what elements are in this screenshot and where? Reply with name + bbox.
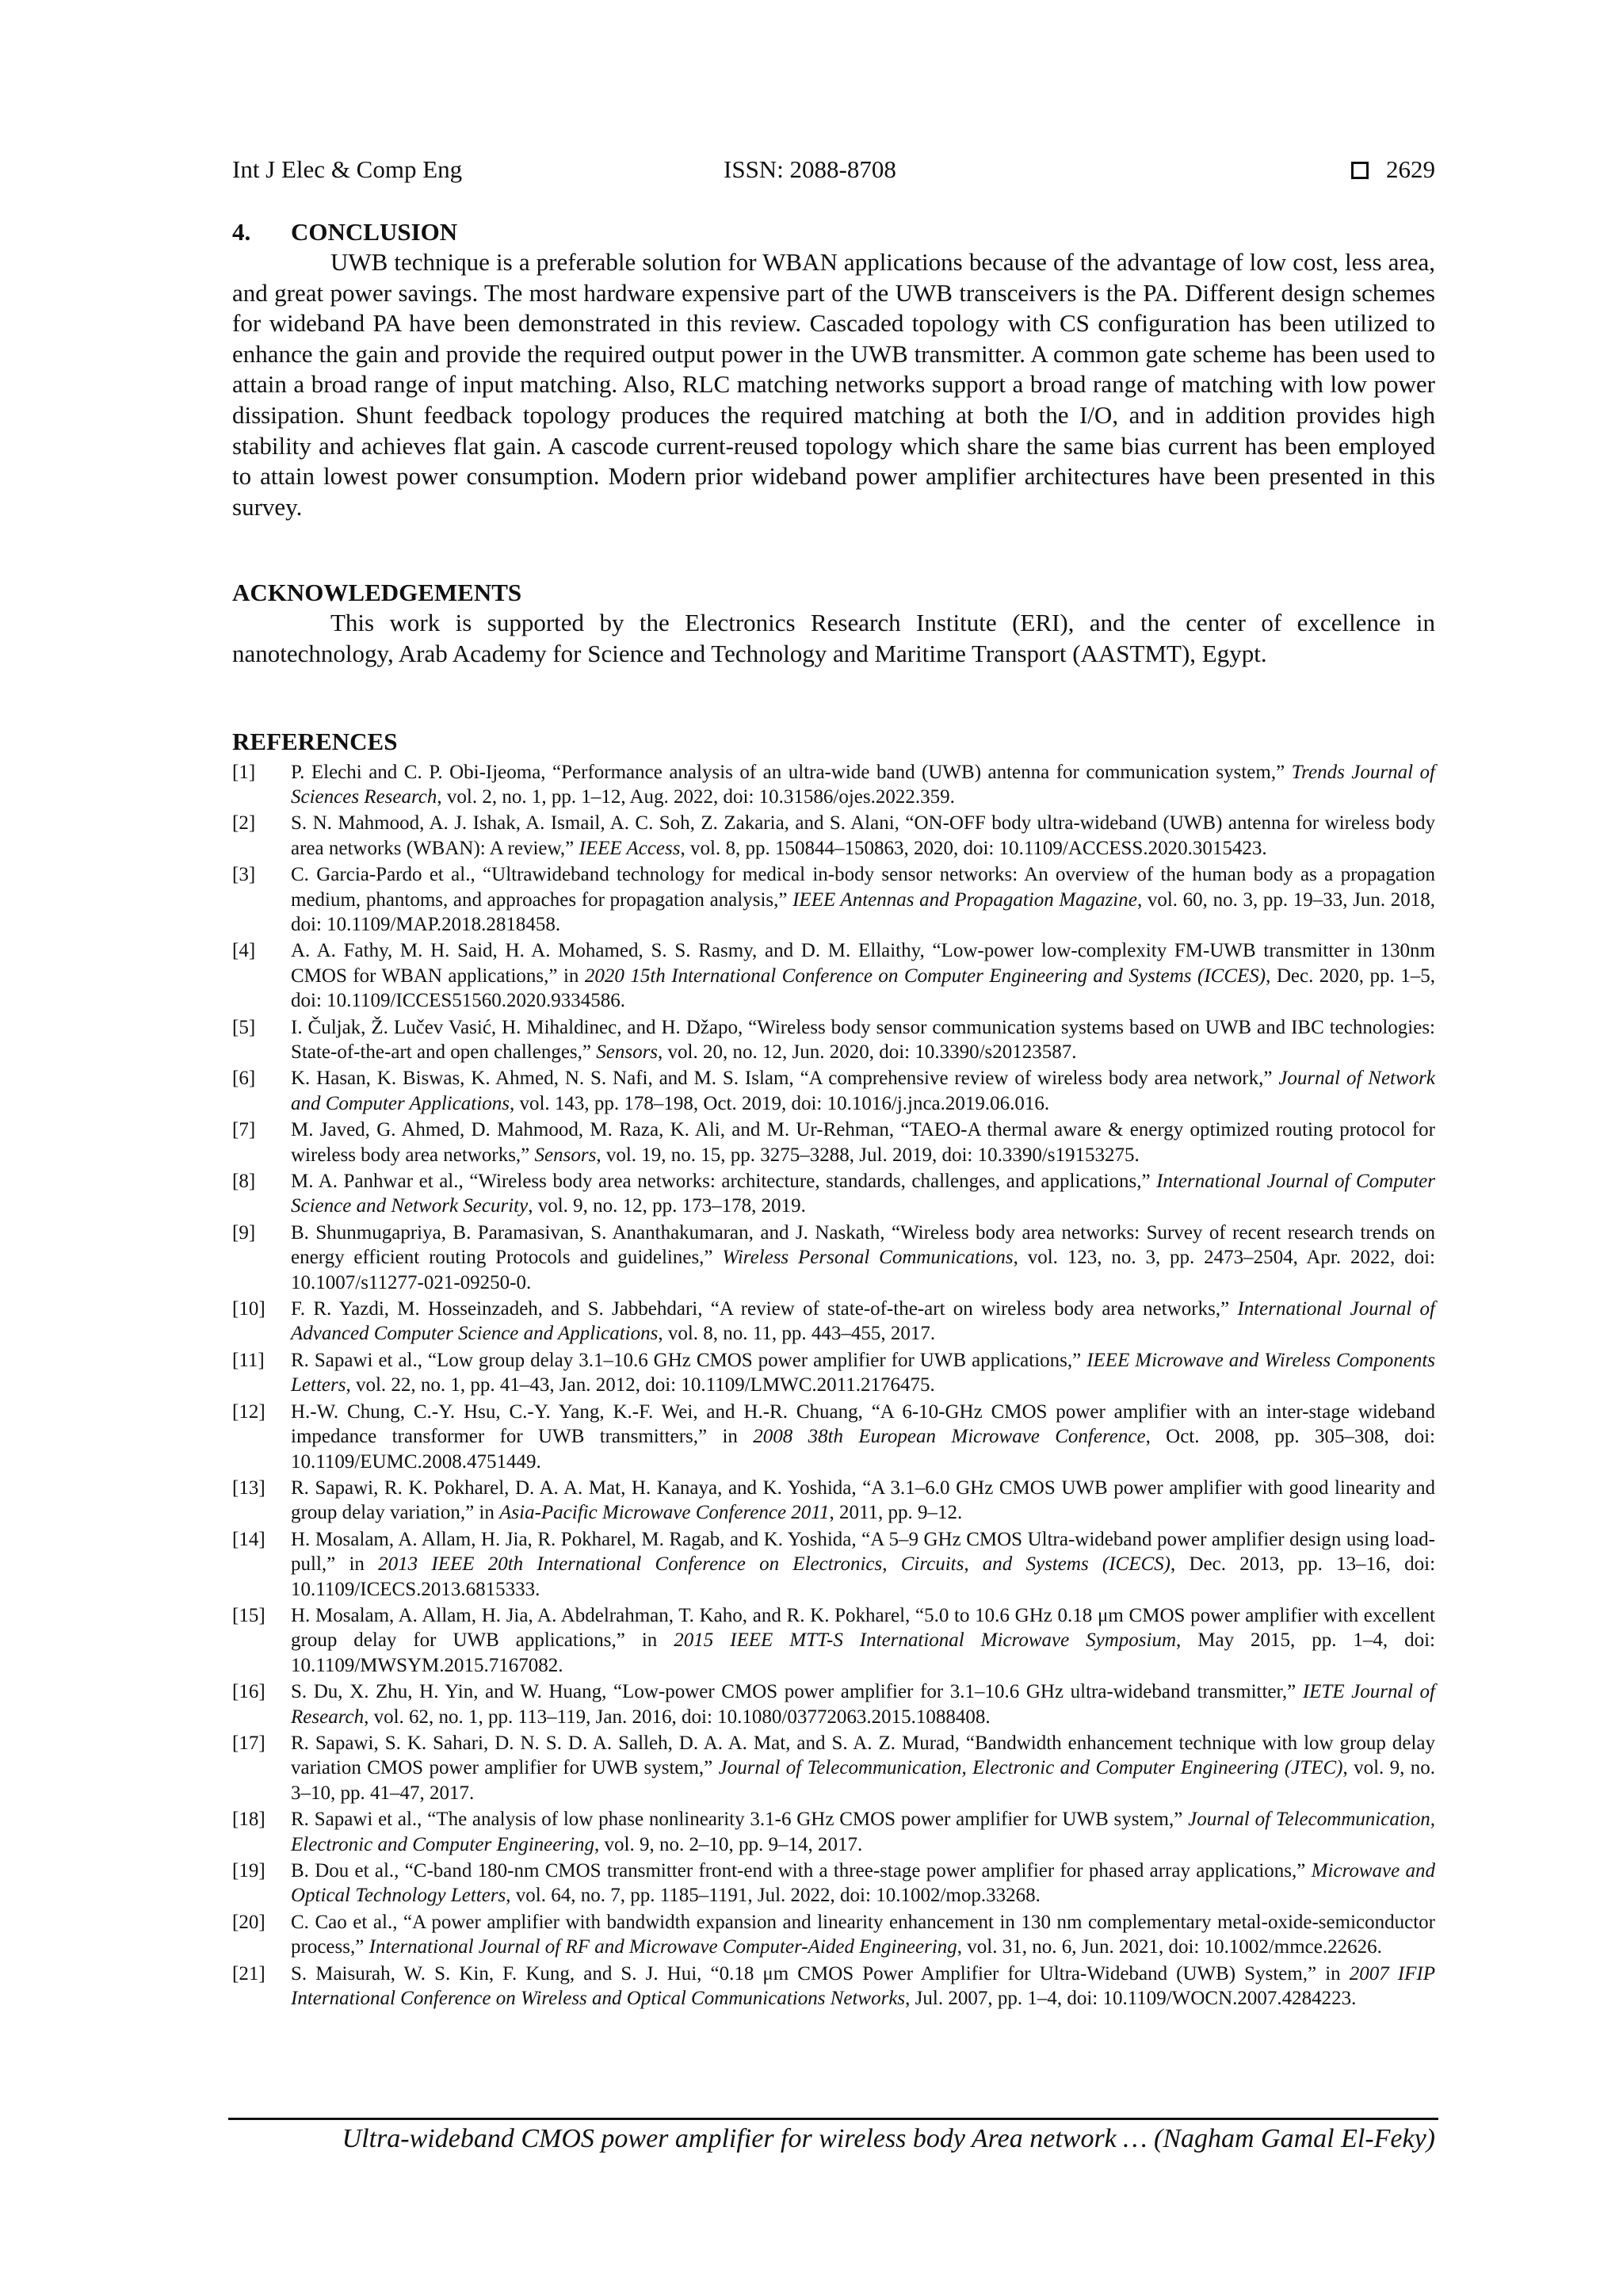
reference-venue: 2015 IEEE MTT-S International Microwave Symposium bbox=[674, 1629, 1177, 1652]
reference-details: , vol. 62, no. 1, pp. 113–119, Jan. 2016, doi: 10.1080/03772063.2015.1088408. bbox=[364, 1706, 991, 1728]
reference-item bbox=[232, 1962, 1435, 2011]
reference-label: [8] bbox=[232, 1171, 256, 1193]
reference-authors-title: S. Maisurah, W. S. Kin, F. Kung, and S. J. Hui, “0.18 μm CMOS Power Amplifier for Ultra-Wideband (UWB) System,” in bbox=[291, 1962, 1350, 1985]
reference-item bbox=[232, 1400, 1435, 1474]
section-number: 4. bbox=[232, 218, 251, 246]
conclusion-paragraph: UWB technique is a preferable solution for WBAN applications because of the advantage of low cost, less area, and great power savings. The most hardware expensive part of the UWB transceivers is the PA. Different design schemes for wideband PA have been demonstrated in this review. Cascaded topology with CS configuration has been utilized to enhance the gain and provide the required output power in the UWB transmitter. A common gate scheme has been used to attain a broad range of input matching. Also, RLC matching networks support a broad range of matching with low power dissipation. Shunt feedback topology produces the required matching at both the I/O, and in addition provides high stability and achieves flat gain. A cascode current-reused topology which share the same bias current has been employed to attain lowest power consumption. Modern prior wideband power amplifier architectures have been presented in this survey. bbox=[232, 248, 1435, 521]
reference-label: [7] bbox=[232, 1119, 256, 1141]
section-title: CONCLUSION bbox=[291, 218, 458, 246]
reference-item bbox=[232, 1603, 1435, 1678]
running-header bbox=[232, 155, 1435, 190]
footer-divider bbox=[228, 2118, 1438, 2120]
reference-details: , Dec. 2020, pp. 1–5, doi: 10.1109/ICCES51560.2020.9334586. bbox=[291, 965, 1435, 1012]
reference-venue: Journal of Telecommunication, Electronic and Computer Engineering bbox=[291, 1809, 1435, 1855]
reference-label: [2] bbox=[232, 812, 256, 835]
reference-authors-title: I. Čuljak, Ž. Lučev Vasić, H. Mihaldinec, and H. Džapo, “Wireless body sensor communication systems based on UWB and IBC technologies: State-of-the-art and open challenges,” bbox=[291, 1016, 1435, 1063]
reference-authors-title: S. N. Mahmood, A. J. Ishak, A. Ismail, A. C. Soh, Z. Zakaria, and S. Alani, “ON-OFF body ultra-wideband (UWB) antenna for wireless body area networks (WBAN): A review,” bbox=[291, 812, 1435, 859]
reference-venue: International Journal of RF and Microwave Computer-Aided Engineering bbox=[369, 1936, 957, 1958]
reference-venue: 2007 IFIP International Conference on Wireless and Optical Communications Networks bbox=[291, 1962, 1435, 2010]
reference-details: , vol. 60, no. 3, pp. 19–33, Jun. 2018, doi: 10.1109/MAP.2018.2818458. bbox=[291, 888, 1435, 935]
reference-label: [19] bbox=[232, 1860, 265, 1881]
reference-authors-title: R. Sapawi, R. K. Pokharel, D. A. A. Mat, H. Kanaya, and K. Yoshida, “A 3.1–6.0 GHz CMOS UWB power amplifier with good linearity and group delay variation,” in bbox=[291, 1477, 1435, 1524]
reference-venue: IEEE Antennas and Propagation Magazine bbox=[792, 888, 1137, 911]
reference-authors-title: R. Sapawi et al., “The analysis of low phase nonlinearity 3.1-6 GHz CMOS power amplifier for UWB system,” bbox=[291, 1809, 1189, 1831]
reference-details: , Jul. 2007, pp. 1–4, doi: 10.1109/WOCN.2007.4284223. bbox=[905, 1988, 1357, 2010]
reference-venue: IETE Journal of Research bbox=[291, 1681, 1435, 1728]
reference-authors-title: F. R. Yazdi, M. Hosseinzadeh, and S. Jabbehdari, “A review of state-of-the-art on wireless body area networks,” bbox=[291, 1298, 1238, 1320]
reference-label: [5] bbox=[232, 1016, 256, 1038]
reference-details: , vol. 143, pp. 178–198, Oct. 2019, doi: 10.1016/j.jnca.2019.06.016. bbox=[509, 1092, 1050, 1114]
reference-list bbox=[232, 760, 1435, 2011]
reference-item bbox=[232, 1297, 1435, 1347]
reference-venue: Microwave and Optical Technology Letters bbox=[291, 1860, 1435, 1907]
reference-venue: Sensors bbox=[534, 1144, 597, 1166]
page-number: 2629 bbox=[1386, 155, 1435, 183]
reference-venue: Wireless Personal Communications bbox=[722, 1247, 1014, 1269]
reference-details: , vol. 19, no. 15, pp. 3275–3288, Jul. 2019, doi: 10.3390/s19153275. bbox=[596, 1144, 1140, 1166]
reference-item bbox=[232, 1731, 1435, 1805]
reference-venue: IEEE Microwave and Wireless Components Letters bbox=[291, 1349, 1436, 1396]
reference-label: [4] bbox=[232, 940, 256, 962]
reference-venue: 2013 IEEE 20th International Conference on Electronics, Circuits, and Systems (ICECS) bbox=[378, 1553, 1171, 1576]
reference-item bbox=[232, 1221, 1435, 1295]
reference-label: [18] bbox=[232, 1809, 265, 1831]
reference-label: [11] bbox=[232, 1349, 265, 1371]
reference-label: [21] bbox=[232, 1962, 265, 1985]
reference-details: , Oct. 2008, pp. 305–308, doi: 10.1109/EUMC.2008.4751449. bbox=[291, 1426, 1435, 1473]
reference-authors-title: C. Garcia-Pardo et al., “Ultrawideband technology for medical in-body sensor networks: An overview of the human body as a propagation medium, phantoms, and approaches for propagation analysis,” bbox=[291, 864, 1435, 911]
reference-item bbox=[232, 1117, 1435, 1167]
reference-details: , May 2015, pp. 1–4, doi: 10.1109/MWSYM.2015.7167082. bbox=[291, 1629, 1435, 1676]
reference-item bbox=[232, 1910, 1435, 1960]
reference-label: [9] bbox=[232, 1221, 256, 1244]
reference-label: [20] bbox=[232, 1911, 265, 1933]
reference-label: [16] bbox=[232, 1681, 265, 1703]
reference-venue: 2020 15th International Conference on Computer Engineering and Systems (ICCES) bbox=[584, 965, 1266, 987]
reference-details: , vol. 20, no. 12, Jun. 2020, doi: 10.3390/s20123587. bbox=[658, 1041, 1077, 1063]
reference-item bbox=[232, 1859, 1435, 1908]
reference-details: , vol. 123, no. 3, pp. 2473–2504, Apr. 2022, doi: 10.1007/s11277-021-09250-0. bbox=[291, 1247, 1435, 1293]
references-heading: REFERENCES bbox=[232, 727, 398, 755]
reference-details: , vol. 8, pp. 150844–150863, 2020, doi: 10.1109/ACCESS.2020.3015423. bbox=[680, 837, 1267, 859]
reference-venue: IEEE Access bbox=[579, 837, 681, 859]
reference-details: , 2011, pp. 9–12. bbox=[829, 1502, 963, 1524]
acknowledgements-paragraph: This work is supported by the Electronics Research Institute (ERI), and the center of excellence in nanotechnology, Arab Academy for Science and Technology and Maritime Transport (AASTMT), Egypt. bbox=[232, 609, 1435, 667]
reference-authors-title: B. Dou et al., “C-band 180-nm CMOS transmitter front-end with a three-stage power amplifier for phased array applications,” bbox=[291, 1860, 1312, 1881]
reference-label: [1] bbox=[232, 761, 256, 783]
reference-details: , vol. 9, no. 3–10, pp. 41–47, 2017. bbox=[291, 1757, 1435, 1804]
issn: ISSN: 2088-8708 bbox=[724, 155, 896, 183]
reference-item bbox=[232, 1679, 1435, 1729]
reference-authors-title: M. A. Panhwar et al., “Wireless body area networks: architecture, standards, challenges, and applications,” bbox=[291, 1171, 1157, 1193]
square-bullet-icon bbox=[1351, 162, 1369, 179]
journal-name: Int J Elec & Comp Eng bbox=[232, 155, 463, 183]
reference-authors-title: S. Du, X. Zhu, H. Yin, and W. Huang, “Low-power CMOS power amplifier for 3.1–10.6 GHz ultra-wideband transmitter,” bbox=[291, 1681, 1303, 1703]
reference-item bbox=[232, 938, 1435, 1013]
reference-details: , vol. 8, no. 11, pp. 443–455, 2017. bbox=[658, 1323, 936, 1345]
reference-venue: Journal of Network and Computer Applications bbox=[291, 1068, 1436, 1114]
reference-authors-title: R. Sapawi et al., “Low group delay 3.1–10.6 GHz CMOS power amplifier for UWB applications,” bbox=[291, 1349, 1087, 1371]
reference-item bbox=[232, 760, 1435, 810]
reference-venue: Asia-Pacific Microwave Conference 2011 bbox=[499, 1502, 830, 1524]
reference-authors-title: C. Cao et al., “A power amplifier with bandwidth expansion and linearity enhancement in 130 nm complementary metal-oxide-semiconductor process,” bbox=[291, 1911, 1435, 1958]
reference-details: , vol. 9, no. 12, pp. 173–178, 2019. bbox=[528, 1195, 806, 1217]
reference-venue: Sensors bbox=[596, 1041, 659, 1063]
reference-item bbox=[232, 811, 1435, 861]
reference-label: [13] bbox=[232, 1477, 265, 1499]
reference-venue: Trends Journal of Sciences Research bbox=[291, 761, 1435, 808]
reference-details: , Dec. 2013, pp. 13–16, doi: 10.1109/ICECS.2013.6815333. bbox=[291, 1553, 1436, 1600]
reference-details: , vol. 64, no. 7, pp. 1185–1191, Jul. 2022, doi: 10.1002/mop.33268. bbox=[506, 1885, 1041, 1907]
reference-label: [6] bbox=[232, 1068, 256, 1090]
running-footer: Ultra-wideband CMOS power amplifier for wireless body Area network … (Nagham Gamal El-Feky) bbox=[342, 2124, 1435, 2153]
reference-details: , vol. 31, no. 6, Jun. 2021, doi: 10.1002/mmce.22626. bbox=[957, 1936, 1382, 1958]
reference-item bbox=[232, 1015, 1435, 1065]
reference-venue: International Journal of Computer Science and Network Security bbox=[291, 1171, 1435, 1217]
reference-authors-title: B. Shunmugapriya, B. Paramasivan, S. Ananthakumaran, and J. Naskath, “Wireless body area networks: Survey of recent research trends on energy efficient routing Protocols and guidelines,” bbox=[291, 1221, 1435, 1269]
reference-label: [12] bbox=[232, 1400, 265, 1423]
reference-authors-title: H. Mosalam, A. Allam, H. Jia, R. Pokharel, M. Ragab, and K. Yoshida, “A 5–9 GHz CMOS Ultra-wideband power amplifier design using load-pull,” in bbox=[291, 1528, 1435, 1576]
reference-venue: International Journal of Advanced Computer Science and Applications bbox=[291, 1298, 1436, 1345]
reference-authors-title: M. Javed, G. Ahmed, D. Mahmood, M. Raza, K. Ali, and M. Ur-Rehman, “TAEO-A thermal aware & energy optimized routing protocol for wireless body area networks,” bbox=[291, 1119, 1435, 1166]
reference-label: [10] bbox=[232, 1298, 265, 1320]
reference-label: [15] bbox=[232, 1604, 265, 1626]
reference-label: [14] bbox=[232, 1528, 265, 1550]
reference-authors-title: R. Sapawi, S. K. Sahari, D. N. S. D. A. Salleh, D. A. A. Mat, and S. A. Z. Murad, “Bandwidth enhancement technique with low group delay variation CMOS power amplifier for UWB system,” bbox=[291, 1732, 1435, 1779]
reference-item bbox=[232, 1527, 1435, 1602]
reference-item bbox=[232, 1169, 1435, 1219]
main-content bbox=[232, 217, 1435, 2012]
reference-item bbox=[232, 1348, 1435, 1398]
reference-item bbox=[232, 1807, 1435, 1857]
reference-details: , vol. 22, no. 1, pp. 41–43, Jan. 2012, doi: 10.1109/LMWC.2011.2176475. bbox=[346, 1374, 935, 1396]
conclusion-heading bbox=[232, 217, 1435, 247]
reference-venue: Journal of Telecommunication, Electronic and Computer Engineering (JTEC) bbox=[718, 1757, 1343, 1779]
reference-venue: 2008 38th European Microwave Conference bbox=[753, 1426, 1146, 1448]
reference-item bbox=[232, 862, 1435, 937]
reference-authors-title: P. Elechi and C. P. Obi-Ijeoma, “Performance analysis of an ultra-wide band (UWB) antenna for communication system,” bbox=[291, 761, 1292, 783]
reference-authors-title: H. Mosalam, A. Allam, H. Jia, A. Abdelrahman, T. Kaho, and R. K. Pokharel, “5.0 to 10.6 GHz 0.18 μm CMOS power amplifier with excellent group delay for UWB applications,” in bbox=[291, 1604, 1435, 1652]
reference-item bbox=[232, 1476, 1435, 1526]
acknowledgements-heading: ACKNOWLEDGEMENTS bbox=[232, 579, 522, 607]
reference-item bbox=[232, 1066, 1435, 1116]
reference-authors-title: K. Hasan, K. Biswas, K. Ahmed, N. S. Nafi, and M. S. Islam, “A comprehensive review of wireless body area network,” bbox=[291, 1068, 1279, 1090]
reference-details: , vol. 9, no. 2–10, pp. 9–14, 2017. bbox=[594, 1833, 863, 1855]
reference-label: [3] bbox=[232, 864, 256, 886]
reference-label: [17] bbox=[232, 1732, 265, 1754]
reference-details: , vol. 2, no. 1, pp. 1–12, Aug. 2022, doi: 10.31586/ojes.2022.359. bbox=[437, 785, 955, 808]
reference-authors-title: H.-W. Chung, C.-Y. Hsu, C.-Y. Yang, K.-F. Wei, and H.-R. Chuang, “A 6-10-GHz CMOS power amplifier with an inter-stage wideband impedance transformer for UWB transmitters,” in bbox=[291, 1400, 1435, 1448]
reference-authors-title: A. A. Fathy, M. H. Said, H. A. Mohamed, S. S. Rasmy, and D. M. Ellaithy, “Low-power low-complexity FM-UWB transmitter in 130nm CMOS for WBAN applications,” in bbox=[291, 940, 1435, 987]
